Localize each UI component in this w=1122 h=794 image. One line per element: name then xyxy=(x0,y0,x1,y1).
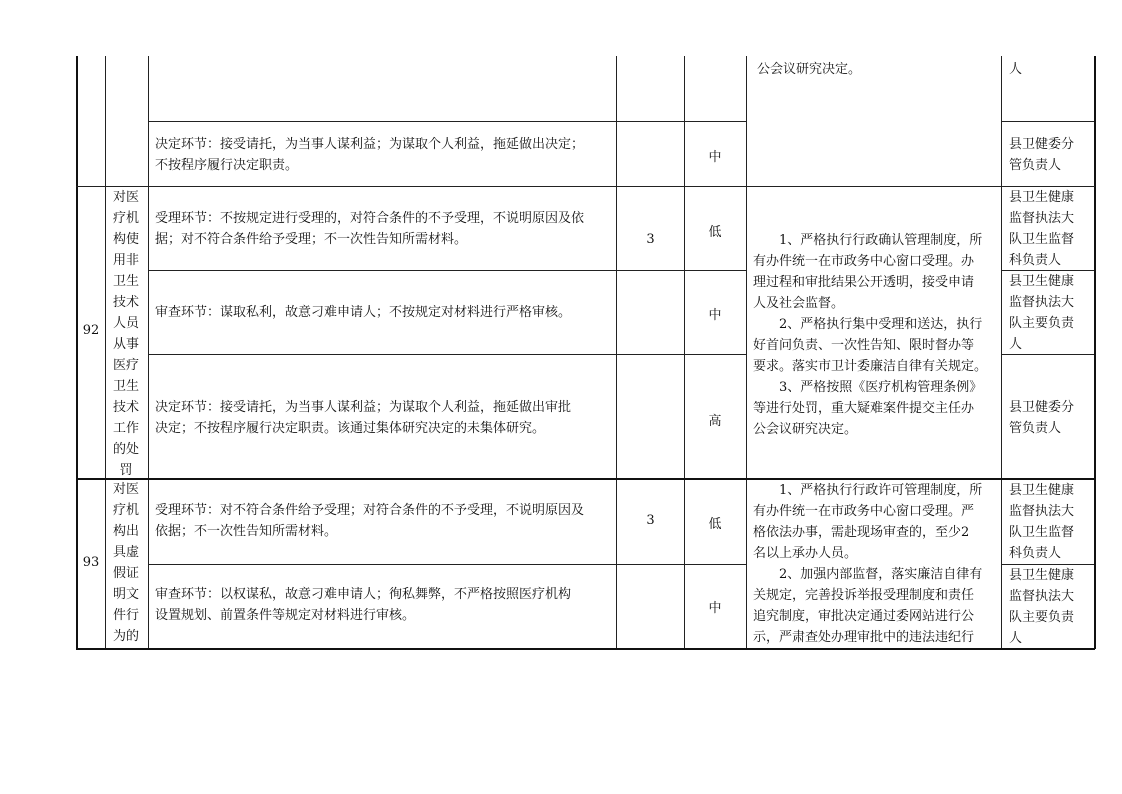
item-name-93: 对医 疗机 构出 具虚 假证 明文 件行 为的 xyxy=(112,482,139,644)
col-divider-risk xyxy=(746,56,747,649)
responsible-tail-text: 人 xyxy=(1009,62,1023,77)
measures-92: 1、严格执行行政确认管理制度，所 有办件统一在市政务中心窗口受理。办 理过程和审批结果公开透明，接受申请 人及社会监督。 2、严格执行集中受理和送达，执行 好首问负责、一次性告知、限时督办等 要求。落实市卫计委廉洁自律有关规定。 3、严格按照《医疗机构管理条例》 等进行处罚，重大疑难案件提交主任办 公会议研究决定。 xyxy=(753,233,988,437)
step-accept-92: 受理环节：不按规定进行受理的，对符合条件的不予受理，不说明原因及依 据；对不符合条件给予受理；不一次性告知所需材料。 xyxy=(155,211,585,247)
row-line-93-a xyxy=(148,564,746,565)
risk-accept-92: 低 xyxy=(708,225,722,240)
risk-decision-92: 高 xyxy=(708,414,722,429)
responsible-accept-92: 县卫生健康 监督执法大 队卫生监督 科负责人 xyxy=(1009,190,1075,268)
measures-93: 1、严格执行行政许可管理制度，所 有办件统一在市政务中心窗口受理。严 格依法办事，需赴现场审查的，至少2 名以上承办人员。 2、加强内部监督，落实廉洁自律有 关规定，完善投诉举报受理制度和责任 追究制度，审批决定通过委网站进行公 示，严肃查处办理审批中的违法违纪行 xyxy=(753,483,983,645)
decision-responsible-text: 县卫健委分 管负责人 xyxy=(1009,137,1075,173)
step-review-93: 审查环节：以权谋私，故意刁难申请人；徇私舞弊，不严格按照医疗机构 设置规划、前置条件等规定对材料进行审核。 xyxy=(155,587,572,623)
responsible-review-92: 县卫生健康 监督执法大 队主要负责 人 xyxy=(1009,274,1075,352)
count-92: 3 xyxy=(646,232,655,247)
responsible-decision-92: 县卫健委分 管负责人 xyxy=(1009,400,1075,436)
responsible-accept-93: 县卫生健康 监督执法大 队卫生监督 科负责人 xyxy=(1009,483,1075,561)
row-line-top-inner xyxy=(148,121,746,122)
risk-accept-93: 低 xyxy=(708,517,722,532)
decision-risk-level: 中 xyxy=(708,150,722,165)
decision-step-text: 决定环节：接受请托，为当事人谋利益；为谋取个人利益，拖延做出决定； 不按程序履行决定职责。 xyxy=(155,137,585,173)
col-divider-count xyxy=(684,56,685,649)
step-decision-92: 决定环节：接受请托，为当事人谋利益；为谋取个人利益，拖延做出审批 决定；不按程序履行决定职责。该通过集体研究决定的未集体研究。 xyxy=(155,400,572,436)
table-bottom-border xyxy=(76,648,1095,650)
col-divider-item xyxy=(148,56,149,649)
risk-review-92: 中 xyxy=(708,308,722,323)
responsible-review-93: 县卫生健康 监督执法大 队主要负责 人 xyxy=(1009,568,1075,646)
row-line-92-b xyxy=(148,354,746,355)
row-line-92-a xyxy=(148,270,746,271)
col-divider-measures xyxy=(1001,56,1002,649)
measures-tail-text: 公会议研究决定。 xyxy=(757,62,862,77)
row-line-top-right xyxy=(1001,121,1094,122)
table-right-border xyxy=(1094,56,1096,649)
row-number-92: 92 xyxy=(82,323,100,338)
risk-review-93: 中 xyxy=(708,601,722,616)
col-divider-steps xyxy=(616,56,617,649)
step-review-92: 审查环节：谋取私利，故意刁难申请人；不按规定对材料进行严格审核。 xyxy=(155,305,572,320)
step-accept-93: 受理环节：对不符合条件给予受理；对符合条件的不予受理，不说明原因及 依据；不一次性告知所需材料。 xyxy=(155,503,585,539)
row-number-93: 93 xyxy=(82,555,100,570)
count-93: 3 xyxy=(646,513,655,528)
row-line-92-start xyxy=(76,186,1095,187)
item-name-92: 对医 疗机 构使 用非 卫生 技术 人员 从事 医疗 卫生 技术 工作 的处 罚 xyxy=(112,190,139,478)
